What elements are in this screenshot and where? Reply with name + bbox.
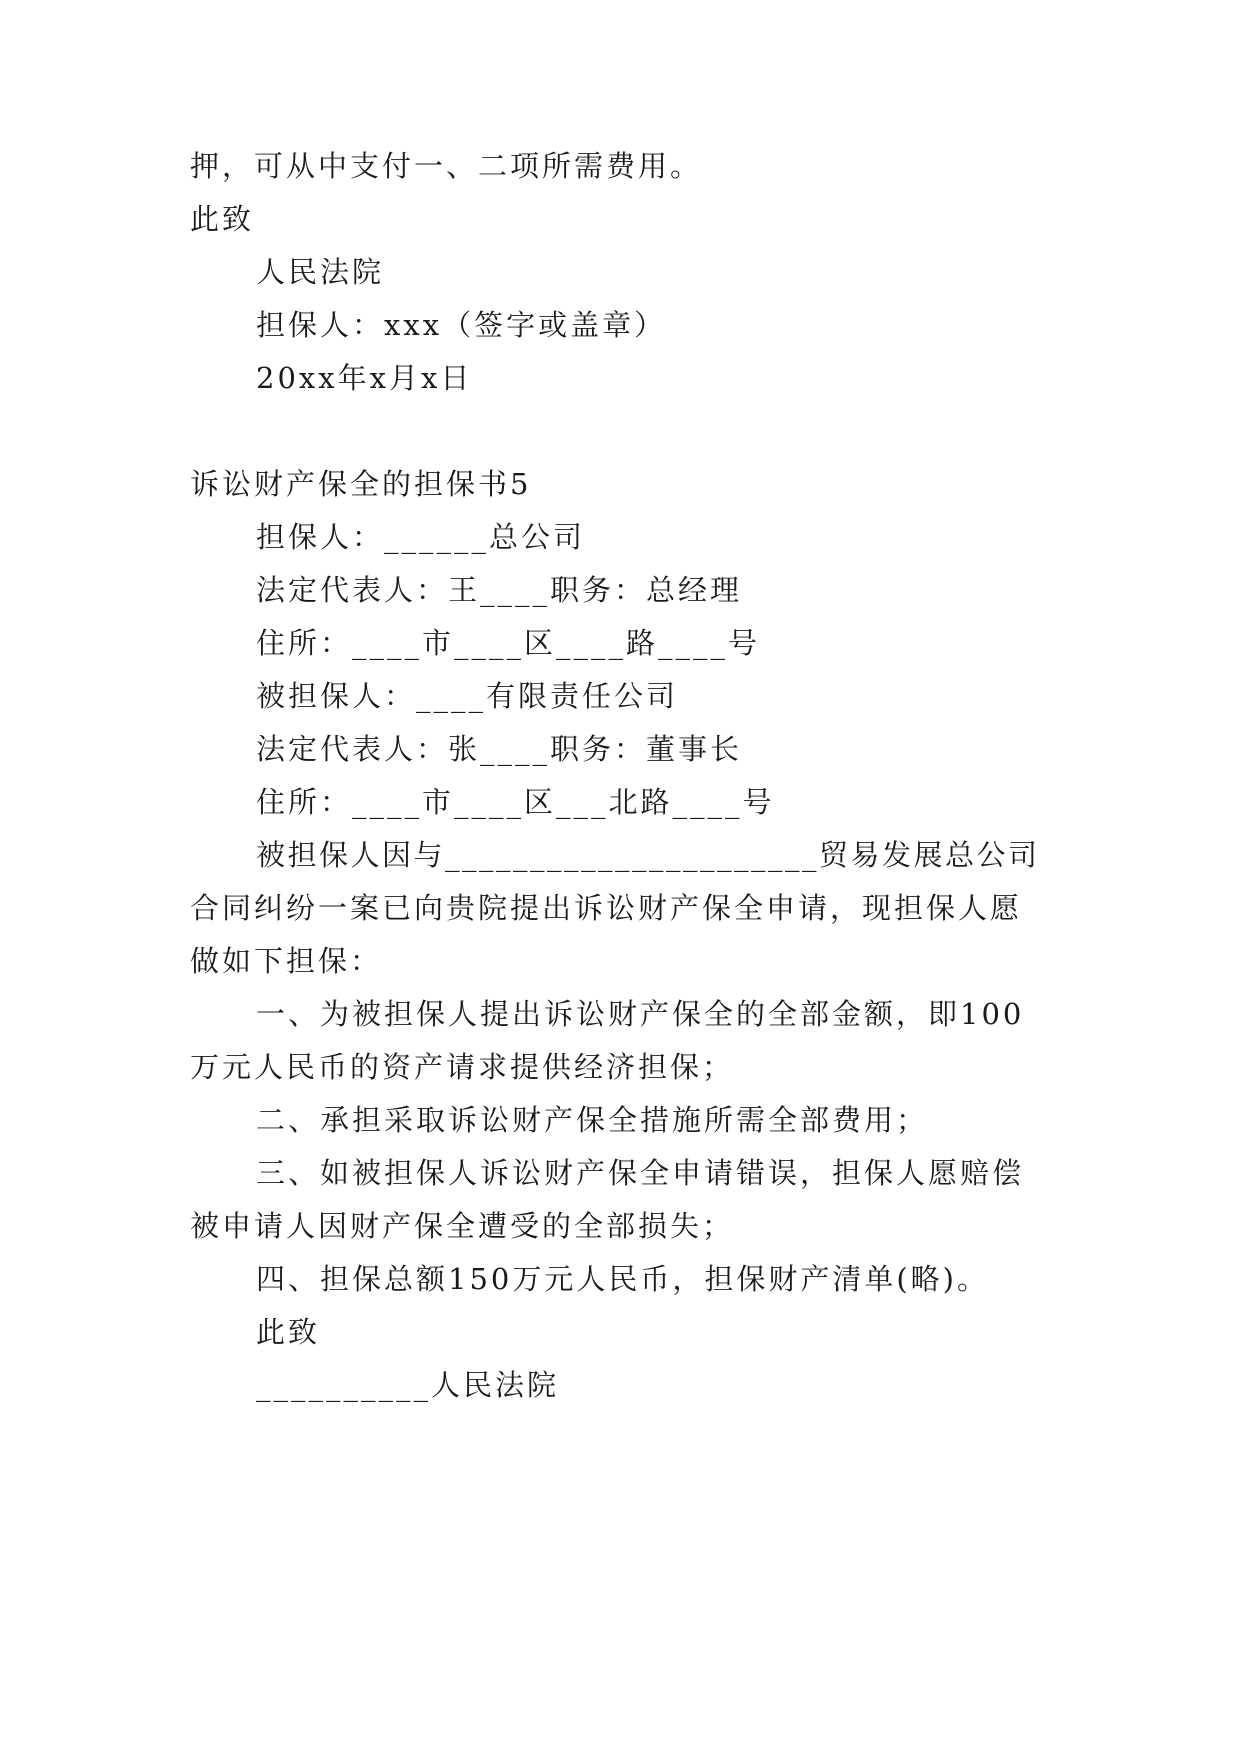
text-line: 住所：____市____区____路____号 — [256, 626, 761, 660]
paragraph-line: 被申请人因财产保全遭受的全部损失； — [190, 1209, 735, 1243]
text-line: 住所：____市____区___北路____号 — [256, 785, 775, 819]
text-line: 押，可从中支付一、二项所需费用。 — [190, 149, 703, 183]
text-line: 被担保人：____有限责任公司 — [256, 679, 679, 713]
paragraph-line: 合同纠纷一案已向贵院提出诉讼财产保全申请，现担保人愿 — [190, 891, 1023, 925]
paragraph-line: 被担保人因与______________________贸易发展总公司 — [256, 838, 1040, 872]
paragraph-line: 四、担保总额150万元人民币，担保财产清单(略)。 — [256, 1262, 989, 1296]
text-line: 法定代表人：王____职务：总经理 — [256, 573, 743, 607]
text-line: 担保人：xxx（签字或盖章） — [256, 308, 667, 342]
text-line: __________人民法院 — [256, 1368, 560, 1402]
paragraph-line: 二、承担采取诉讼财产保全措施所需全部费用； — [256, 1103, 929, 1137]
text-line: 担保人：______总公司 — [256, 520, 586, 554]
paragraph-line: 一、为被担保人提出诉讼财产保全的全部金额，即100 — [256, 997, 1025, 1031]
text-line: 法定代表人：张____职务：董事长 — [256, 732, 743, 766]
text-line: 人民法院 — [256, 255, 385, 289]
text-line: 20xx年x月x日 — [256, 361, 473, 395]
paragraph-line: 万元人民币的资产请求提供经济担保； — [190, 1050, 735, 1084]
section-title: 诉讼财产保全的担保书5 — [190, 467, 532, 501]
paragraph-line: 做如下担保： — [190, 944, 383, 978]
text-line: 此致 — [256, 1315, 321, 1349]
text-line: 此致 — [190, 202, 255, 236]
paragraph-line: 三、如被担保人诉讼财产保全申请错误，担保人愿赔偿 — [256, 1156, 1025, 1190]
